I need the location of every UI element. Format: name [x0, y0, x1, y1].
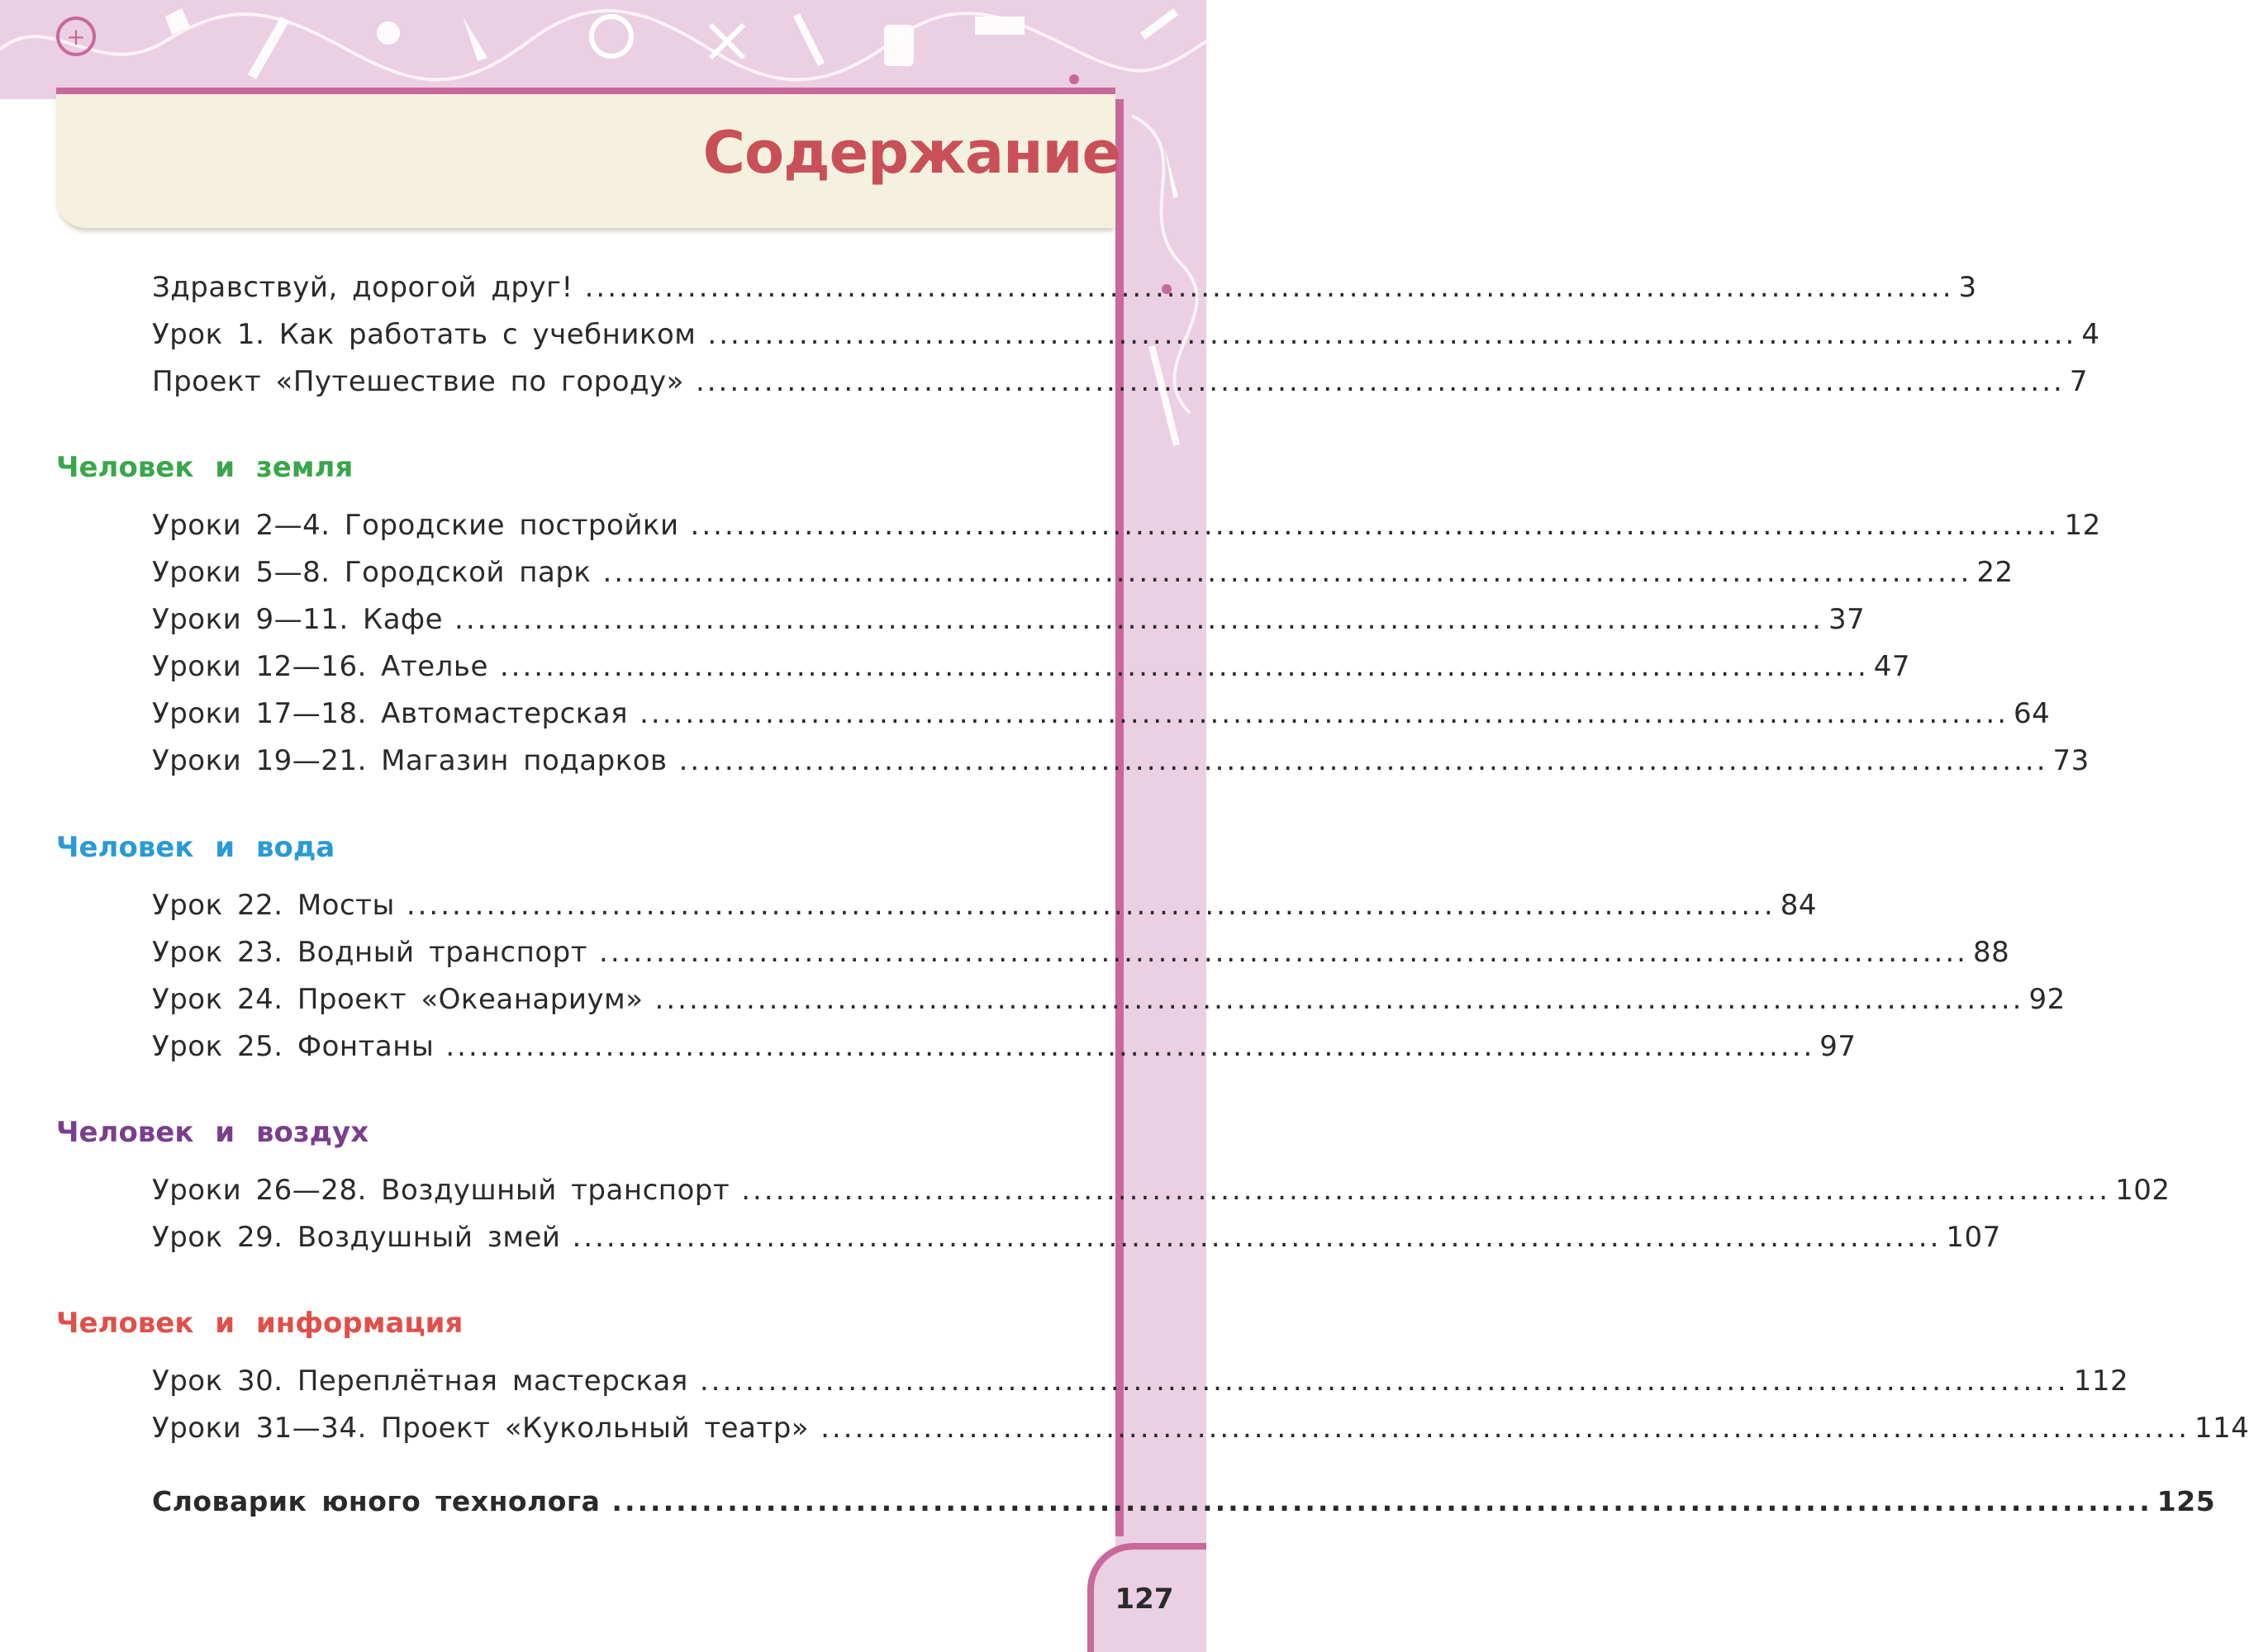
toc-entry-page: 97 [1819, 1030, 1857, 1063]
svg-text:+: + [66, 23, 86, 50]
toc-entry [152, 744, 2090, 786]
section-heading-water: Человек и вода [56, 831, 335, 864]
leader-dots: ........................................................................................................................ [602, 556, 1972, 589]
toc-entry-label: Урок 30. Переплётная мастерская [152, 1365, 688, 1398]
toc-entry [152, 365, 2088, 406]
toc-entry-label: Уроки 2—4. Городские постройки [152, 509, 679, 542]
toc-entry [152, 1174, 2171, 1215]
toc-entry [152, 318, 2100, 359]
toc-entry [152, 650, 1911, 691]
toc-entry-label: Урок 29. Воздушный змей [152, 1221, 561, 1254]
section-heading-information: Человек и информация [56, 1307, 464, 1340]
toc-entry-page: 7 [2069, 365, 2088, 398]
toc-entry-label: Уроки 31—34. Проект «Кукольный театр» [152, 1412, 810, 1445]
toc-entry-page: 84 [1780, 889, 1817, 922]
leader-dots: ........................................................................................................................ [445, 1030, 1815, 1063]
toc-entry-page: 4 [2081, 318, 2100, 351]
toc-entry-label: Уроки 5—8. Городской парк [152, 556, 592, 589]
toc-entry-label: Урок 25. Фонтаны [152, 1030, 435, 1063]
toc-entry [152, 271, 1977, 312]
leader-dots: ........................................................................................................................ [690, 509, 2060, 542]
leader-dots: ........................................................................................................................ [611, 1485, 2152, 1517]
leader-dots: ........................................................................................................................ [499, 650, 1869, 683]
toc-entry-label: Уроки 17—18. Автомастерская [152, 697, 629, 730]
toc-entry-page: 112 [2073, 1365, 2129, 1398]
toc-entry-page: 3 [1958, 271, 1977, 304]
toc-entry-label: Проект «Путешествие по городу» [152, 365, 684, 398]
toc-entry-page: 102 [2115, 1174, 2171, 1207]
toc-entry-page: 125 [2156, 1485, 2216, 1517]
leader-dots: ........................................................................................................................ [654, 983, 2024, 1016]
leader-dots: ........................................................................................................................ [572, 1221, 1942, 1254]
leader-dots: ........................................................................................................................ [707, 318, 2077, 351]
crafts-pattern-top-icon [0, 0, 1206, 99]
toc-entry [152, 1365, 2129, 1406]
leader-dots: ........................................................................................................................ [820, 1412, 2190, 1445]
toc-entry-label: Уроки 9—11. Кафе [152, 603, 444, 636]
toc-entry-page: 12 [2064, 509, 2101, 542]
toc-entry-label: Урок 24. Проект «Океанариум» [152, 983, 644, 1016]
toc-entry-label: Урок 1. Как работать с учебником [152, 318, 697, 351]
toc-entry-label: Уроки 19—21. Магазин подарков [152, 744, 668, 777]
toc-entry-page: 22 [1976, 556, 2014, 589]
toc-entry-page: 92 [2028, 983, 2066, 1016]
leader-dots: ........................................................................................................................ [599, 936, 1968, 969]
toc-entry-page: 114 [2194, 1412, 2249, 1445]
toc-entry-page: 107 [1946, 1221, 2001, 1254]
toc-entry [152, 697, 2051, 738]
toc-entry [152, 1412, 2249, 1453]
toc-entry-page: 88 [1972, 936, 2010, 969]
toc-entry-label: Здравствуй, дорогой друг! [152, 271, 573, 304]
leader-dots: ........................................................................................................................ [454, 603, 1823, 636]
leader-dots: ........................................................................................................................ [699, 1365, 2069, 1398]
toc-entry-page: 37 [1828, 603, 1866, 636]
toc-entry-label: Словарик юного технолога [152, 1485, 601, 1517]
toc-entry [152, 556, 2014, 597]
toc-entry-page: 47 [1873, 650, 1911, 683]
section-heading-earth: Человек и земля [56, 451, 354, 484]
toc-entry-page: 73 [2052, 744, 2090, 777]
toc-entry [152, 936, 2010, 977]
toc-entry-label: Урок 23. Водный транспорт [152, 936, 588, 969]
toc-entry-glossary [152, 1485, 2216, 1526]
leader-dots: ........................................................................................................................ [695, 365, 2065, 398]
toc-entry [152, 983, 2066, 1024]
toc-entry [152, 1221, 2001, 1262]
page-title: Содержание [702, 119, 1120, 187]
page-number: 127 [1115, 1583, 1174, 1616]
right-band-edge [1115, 99, 1124, 1536]
toc-entry [152, 603, 1866, 644]
leader-dots: ........................................................................................................................ [640, 697, 2009, 730]
toc-entry [152, 509, 2101, 550]
leader-dots: ........................................................................................................................ [584, 271, 1954, 304]
leader-dots: ........................................................................................................................ [406, 889, 1776, 922]
toc-entry-page: 64 [2014, 697, 2051, 730]
section-heading-air: Человек и воздух [56, 1116, 369, 1149]
toc-entry-label: Урок 22. Мосты [152, 889, 395, 922]
toc-entry [152, 1030, 1857, 1071]
toc-entry-label: Уроки 26—28. Воздушный транспорт [152, 1174, 730, 1207]
toc-entry-label: Уроки 12—16. Ателье [152, 650, 488, 683]
leader-dots: ........................................................................................................................ [678, 744, 2048, 777]
toc-entry [152, 889, 1817, 930]
leader-dots: ........................................................................................................................ [741, 1174, 2111, 1207]
